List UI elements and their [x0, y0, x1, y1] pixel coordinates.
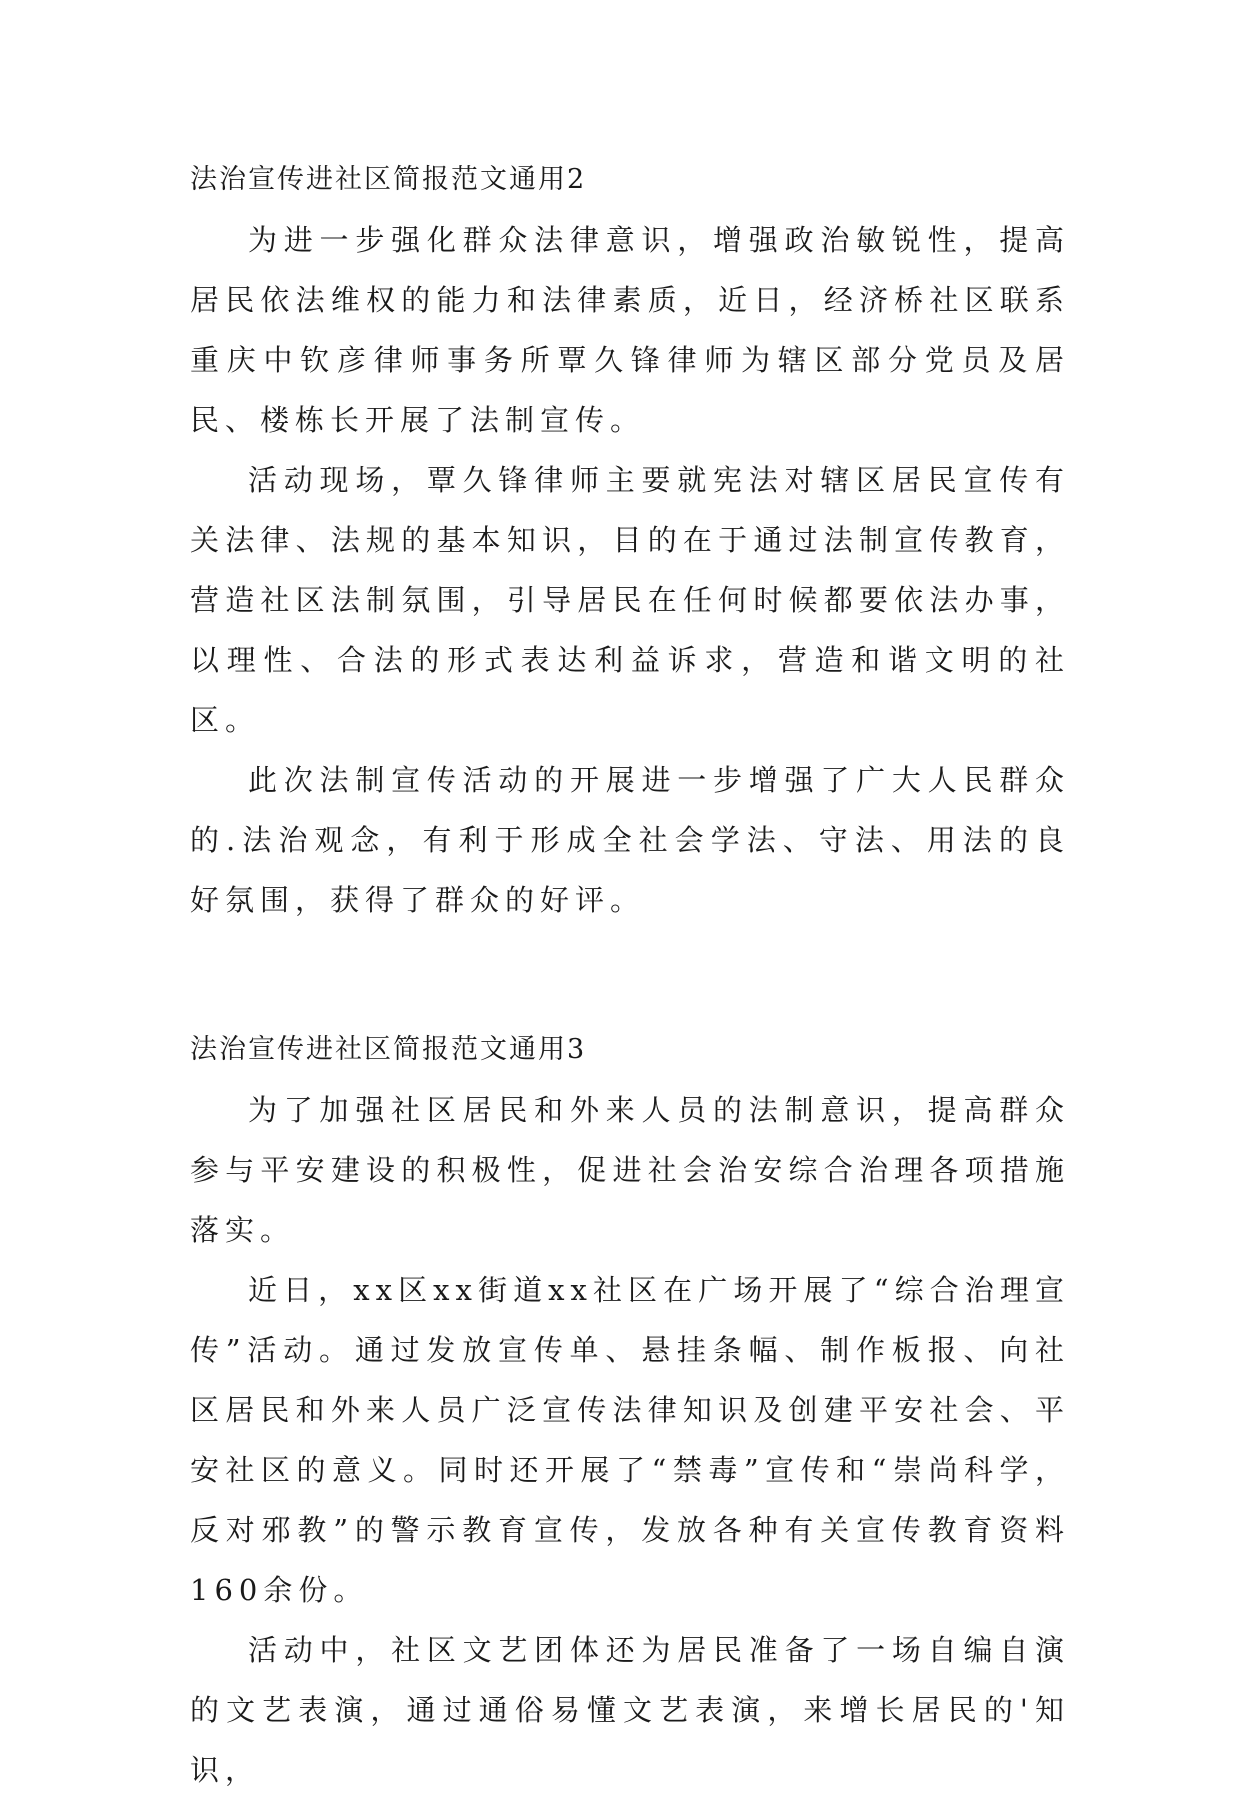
paragraph: 此次法制宣传活动的开展进一步增强了广大人民群众的.法治观念，有利于形成全社会学法、守法、用法的良好氛围，获得了群众的好评。: [190, 763, 1070, 917]
paragraph: 为进一步强化群众法律意识，增强政治敏锐性，提高居民依法维权的能力和法律素质，近日，经济桥社区联系重庆中钦彦律师事务所覃久锋律师为辖区部分党员及居民、楼栋长开展了法制宣传。: [190, 223, 1070, 437]
document-page: [190, 150, 1070, 1800]
section-title: 法治宣传进社区简报范文通用2: [190, 164, 587, 195]
paragraph: 近日，xx区xx街道xx社区在广场开展了“综合治理宣传”活动。通过发放宣传单、悬挂条幅、制作板报、向社区居民和外来人员广泛宣传法律知识及创建平安社会、平安社区的意义。同时还开展了“禁毒”宣传和“崇尚科学，反对邪教”的警示教育宣传，发放各种有关宣传教育资料160余份。: [190, 1273, 1070, 1607]
section-2: [190, 150, 1070, 930]
section-spacer: [190, 930, 1070, 1020]
section-title: 法治宣传进社区简报范文通用3: [190, 1034, 587, 1065]
paragraph: 为了加强社区居民和外来人员的法制意识，提高群众参与平安建设的积极性，促进社会治安综合治理各项措施落实。: [190, 1093, 1070, 1247]
paragraph: 活动中，社区文艺团体还为居民准备了一场自编自演的文艺表演，通过通俗易懂文艺表演，来增长居民的'知识，: [190, 1633, 1070, 1787]
section-3: [190, 1020, 1070, 1800]
paragraph: 活动现场，覃久锋律师主要就宪法对辖区居民宣传有关法律、法规的基本知识，目的在于通过法制宣传教育，营造社区法制氛围，引导居民在任何时候都要依法办事，以理性、合法的形式表达利益诉求，营造和谐文明的社区。: [190, 463, 1070, 737]
